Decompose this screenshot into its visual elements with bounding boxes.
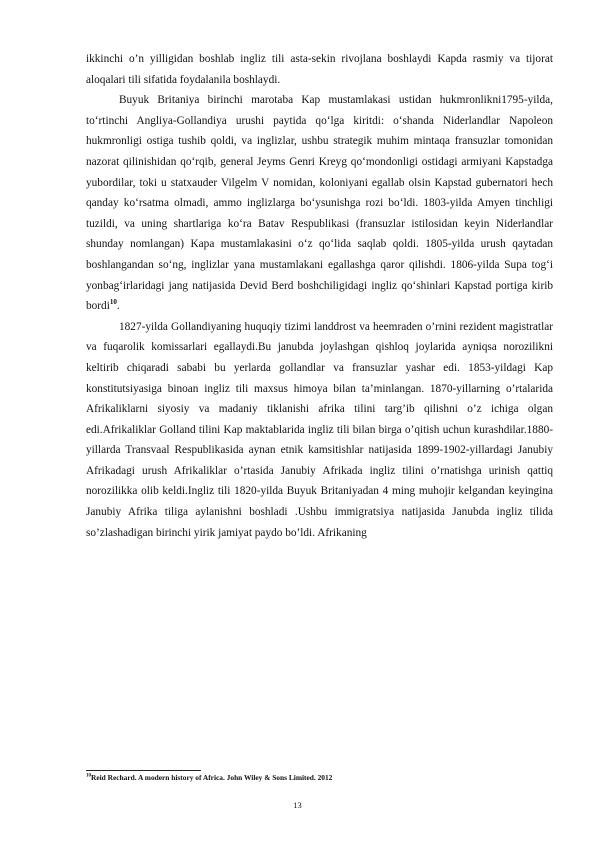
body-text [86,49,553,543]
page-number: 13 [293,800,302,810]
paragraph-3 [86,317,553,544]
footnote-marker: 10 [86,773,91,779]
paragraph-2 [86,90,553,317]
paragraph-1-text: ikkinchi o’n yilligidan boshlab ingliz tili asta-sekin rivojlana boshlaydi Kapda rasmiy va tijorat aloqalari tili sifatida foydalanila boshlaydi. [86,53,553,86]
footnote-text: Reid Rechard. A modern history of Africa. John Wiley & Sons Limited. 2012 [91,773,333,782]
paragraph-3-text: 1827-yilda Gollandiyaning huquqiy tizimi landdrost va heemraden o’rnini rezident magistratlar va fuqarolik komissarlari egallaydi.Bu janubda joylashgan qishloq joylarida ayniqsa norozilikni keltirib chiqaradi sababi bu yerlarda gollandlar va fransuzlar yashar edi. 1853-yildagi Kap konstitutsiyasiga binoan ingliz tili maxsus himoya bilan ta’minlangan. 1870-yillarning o’rtalarida Afrikaliklarni siyosiy va madaniy tiklanishi afrika tilini targ’ib qilishni o’z ichiga olgan edi.Afrikaliklar Golland tilini Kap maktablarida ingliz tili bilan birga o’qitish uchun kurashdilar.1880-yillarda Transvaal Respublikasida aynan etnik kamsitishlar natijasida 1899-1902-yillardagi Janubiy Afrikadagi urush Afrikaliklar o’rtasida Janubiy Afrikada ingliz tilini o’rnatishga urinish qattiq norozilikka olib keldi.Ingliz tili 1820-yilda Buyuk Britaniyadan 4 ming muhojir kelgandan keyingina Janubiy Afrika tiliga aylanishni boshladi .Ushbu immigratsiya natijasida Janubda ingliz tilida so’zlashadigan birinchi yirik jamiyat paydo bo’ldi. Afrikaning [86,320,553,539]
paragraph-1 [86,49,553,90]
footnote-reference[interactable]: 10 [109,298,117,307]
paragraph-2-text: Buyuk Britaniya birinchi marotaba Kap mustamlakasi ustidan hukmronlikni1795-yilda, to‘rtinchi Angliya-Gollandiya urushi paytida qo‘lga kiritdi: o‘shanda Niderlandlar Napoleon hukmronligi ostiga tushib qoldi, va inglizlar, ushbu strategik muhim mintaqa fransuzlar tomonidan nazorat qilinishidan qo‘rqib, general Jeyms Genri Kreyg qo‘mondonligi ostidagi armiyani Kapstadga yubordilar, toki u statxauder Vilgelm V nomidan, koloniyani egallab olsin Kapstad gubernatori hech qanday ko‘rsatma olmadi, ammo inglizlarga bo‘ysunishga rozi bo‘ldi. 1803-yilda Amyen tinchligi tuzildi, va uning shartlariga ko‘ra Batav Respublikasi (fransuzlar istilosidan keyin Niderlandlar shunday nomlangan) Kapa mustamlakasini o‘z qo‘lida saqlab qoldi. 1805-yilda urush qaytadan boshlangandan so‘ng, inglizlar yana mustamlakani egallashga qaror qilishdi. 1806-yilda Supa tog‘i yonbag‘irlaridagi jang natijasida Devid Berd boshchiligidagi ingliz qo‘shinlari Kapstad portiga kirib bordi [86,94,553,313]
footnote [86,773,553,782]
footnote-divider [86,770,201,771]
paragraph-2-end: . [116,300,120,313]
